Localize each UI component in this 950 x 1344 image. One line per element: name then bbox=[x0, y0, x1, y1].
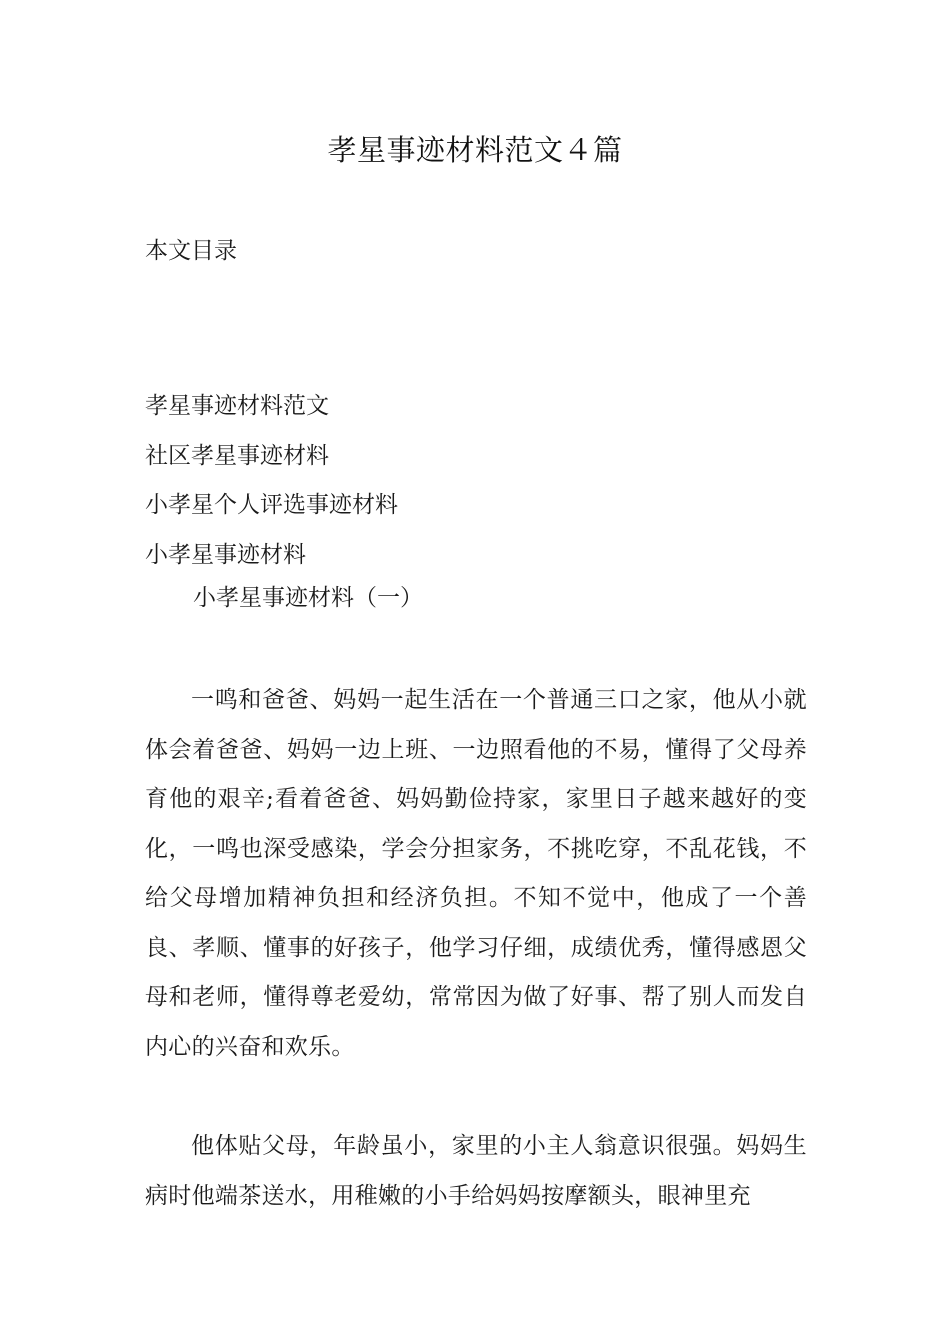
body-paragraph: 他体贴父母，年龄虽小，家里的小主人翁意识很强。妈妈生病时他端茶送水，用稚嫩的小手给妈妈按摩额头，眼神里充 bbox=[145, 1133, 807, 1209]
toc-heading: 本文目录 bbox=[145, 238, 237, 264]
toc-item[interactable]: 小孝星个人评选事迹材料 bbox=[145, 492, 398, 518]
toc-item[interactable]: 孝星事迹材料范文 bbox=[145, 393, 329, 419]
toc-item[interactable]: 小孝星事迹材料 bbox=[145, 541, 306, 568]
body-paragraph: 一鸣和爸爸、妈妈一起生活在一个普通三口之家，他从小就体会着爸爸、妈妈一边上班、一边照看他的不易，懂得了父母养育他的艰辛;看着爸爸、妈妈勤俭持家，家里日子越来越好的变化，一鸣也深受感染，学会分担家务，不挑吃穿，不乱花钱，不给父母增加精神负担和经济负担。不知不觉中，他成了一个善良、孝顺、懂事的好孩子，他学习仔细，成绩优秀，懂得感恩父母和老师，懂得尊老爱幼，常常因为做了好事、帮了别人而发自内心的兴奋和欢乐。 bbox=[145, 687, 807, 1060]
table-of-contents bbox=[145, 382, 805, 580]
section-heading: 小孝星事迹材料（一） bbox=[193, 585, 423, 611]
toc-item[interactable]: 社区孝星事迹材料 bbox=[145, 442, 329, 469]
document-title: 孝星事迹材料范文４篇 bbox=[327, 133, 623, 167]
